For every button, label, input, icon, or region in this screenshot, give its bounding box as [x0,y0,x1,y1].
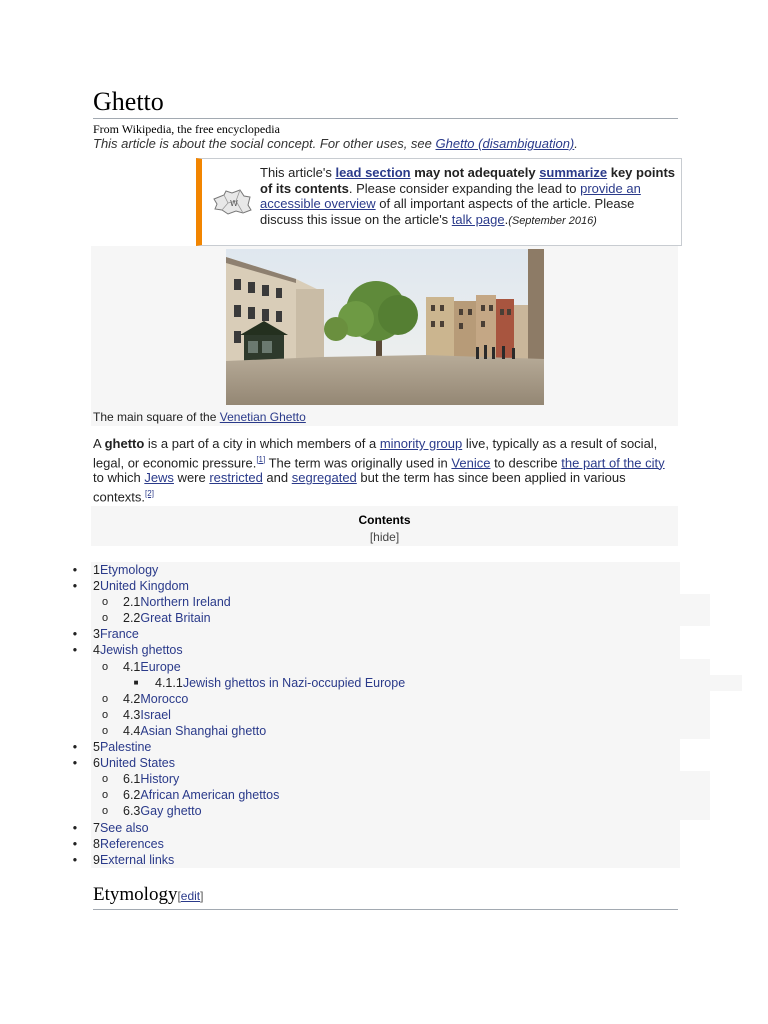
circle-bullet-icon: o [101,612,109,625]
citation-1-link[interactable]: [1] [256,454,266,464]
summarize-link[interactable]: summarize [539,165,608,180]
hatnote: This article is about the social concept. For other uses, see Ghetto (disambiguation). [93,136,578,151]
minority-group-link[interactable]: minority group [379,436,463,451]
circle-bullet-icon: o [101,773,109,786]
toc-item[interactable]: • 1Etymology [91,562,680,578]
circle-bullet-icon: o [101,805,109,818]
circle-bullet-icon: o [101,708,109,721]
circle-bullet-icon: o [101,789,109,802]
bullet-icon: • [72,852,78,867]
section-heading-etymology: Etymology[edit] [93,882,678,910]
lead-section-link[interactable]: lead section [335,165,411,180]
toc-item[interactable]: • 9External links [91,852,680,868]
bullet-icon: • [72,740,78,755]
toc-item[interactable]: • 4Jewish ghettos [91,642,680,658]
toc-item[interactable]: o 2.2Great Britain [91,610,710,626]
talk-page-link[interactable]: talk page [451,211,505,227]
puzzle-globe-icon [210,187,254,217]
restricted-link[interactable]: restricted [209,470,263,486]
bullet-icon: • [72,756,78,771]
bullet-icon: • [72,579,78,594]
toc-list [0,562,678,868]
toc-header [91,506,678,546]
square-bullet-icon: ■ [133,677,139,687]
infobox-caption: The main square of the Venetian Ghetto [93,410,306,424]
toc-title: Contents [358,513,411,527]
jews-link[interactable]: Jews [144,470,174,486]
toc-item[interactable]: o 4.3Israel [91,707,710,723]
bullet-icon: • [72,627,78,642]
disambiguation-link[interactable]: Ghetto (disambiguation) [435,136,575,151]
circle-bullet-icon: o [101,724,109,737]
toc-item[interactable]: o 2.1Northern Ireland [91,594,710,610]
svg-text:W: W [230,199,238,208]
toc-item[interactable]: • 6United States [91,755,680,771]
bullet-icon: • [72,820,78,835]
toc-item[interactable]: o 4.4Asian Shanghai ghetto [91,723,710,739]
section-edit: [edit] [177,889,204,903]
toc-item[interactable]: ■ 4.1.1Jewish ghettos in Nazi-occupied Europe [91,675,742,691]
toc-item[interactable]: o 6.2African American ghettos [91,787,710,803]
bullet-icon: • [72,836,78,851]
segregated-link[interactable]: segregated [291,470,357,486]
toc-item[interactable]: • 7See also [91,820,680,836]
lead-section-notice: W This article's lead section may not adequately summarize key points of its contents. Please consider expanding the lead to provide an accessible overview of all important aspects of the article. Please discuss this issue on the article's talk page.(September 2016) [196,158,682,246]
toc-item[interactable]: o 6.1History [91,771,710,787]
bullet-icon: • [72,643,78,658]
accessible-overview-link[interactable]: provide an accessible overview [260,180,641,211]
edit-section-link[interactable]: edit [180,889,201,903]
toc-item[interactable]: o 6.3Gay ghetto [91,803,710,819]
toc-item[interactable]: • 5Palestine [91,739,680,755]
toc-item[interactable]: o 4.1Europe [91,659,710,675]
notice-date: (September 2016) [508,214,597,227]
venetian-ghetto-photo[interactable] [226,249,544,405]
toc-item[interactable]: o 4.2Morocco [91,691,710,707]
venice-link[interactable]: Venice [451,454,491,470]
circle-bullet-icon: o [101,660,109,673]
circle-bullet-icon: o [101,692,109,705]
toc-hide-toggle[interactable]: [hide] [369,530,400,544]
toc-item[interactable]: • 3France [91,626,680,642]
toc-item[interactable]: • 2United Kingdom [91,578,680,594]
lead-paragraph: A ghetto is a part of a city in which members of a minority group live, typically as a result of social, legal, or economic pressure.[1] The term was originally used in Venice to describe the part of the city to which Jews were restricted and segregated but the term has since been applied in various contexts.[2] [93,436,665,505]
part-of-city-link[interactable]: the part of the city [561,454,665,470]
venetian-ghetto-link[interactable]: Venetian Ghetto [219,410,306,424]
circle-bullet-icon: o [101,596,109,609]
bullet-icon: • [72,563,78,577]
citation-2-link[interactable]: [2] [145,488,154,498]
site-subtitle: From Wikipedia, the free encyclopedia [93,122,280,136]
page-title: Ghetto [93,86,678,119]
toc-item[interactable]: • 8References [91,836,680,852]
